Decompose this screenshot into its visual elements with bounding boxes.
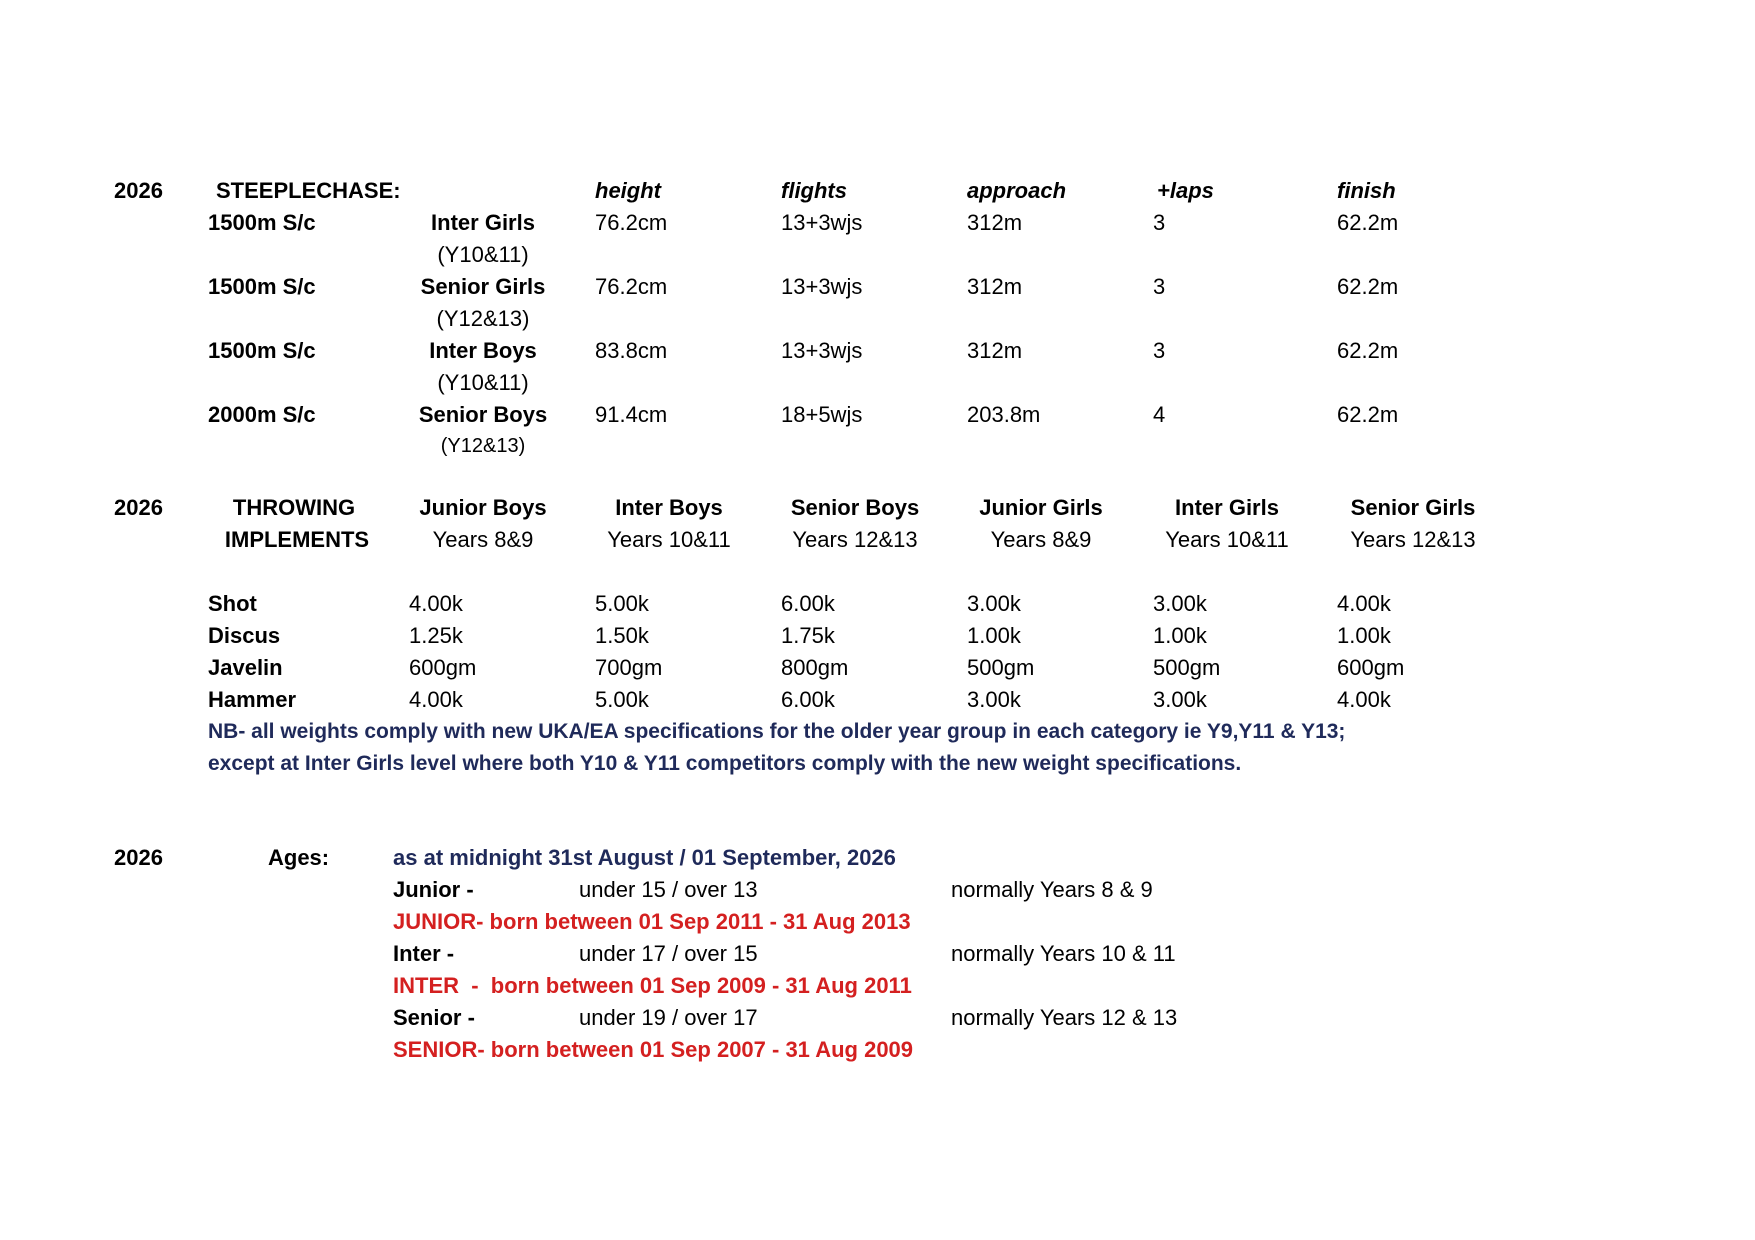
sc-height: 91.4cm [595,402,668,427]
sc-finish: 62.2m [1337,338,1399,363]
implement-value: 500gm [1153,655,1221,680]
sc-flights: 18+5wjs [781,402,863,427]
throwing-title: THROWING [232,495,356,520]
sc-laps: 3 [1153,274,1166,299]
group-name: Senior Girls [1350,495,1476,520]
group-name: Junior Girls [979,495,1103,520]
age-normally: normally Years 10 & 11 [951,941,1176,966]
implement-value: 1.75k [781,623,835,648]
implement-value: 3.00k [1153,687,1207,712]
group-name: Senior Boys [790,495,920,520]
group-years: Years 10&11 [1165,527,1289,552]
implement-value: 800gm [781,655,849,680]
ages-label: Ages: [268,845,330,870]
implement-value: 1.00k [1153,623,1207,648]
implement-name: Shot [208,591,257,616]
weights-note-line2: except at Inter Girls level where both Y10 & Y11 competitors comply with the new weight specifications. [208,752,1242,775]
implement-value: 600gm [1337,655,1405,680]
sc-laps: 3 [1153,338,1166,363]
group-years: Years 12&13 [1350,527,1476,552]
age-born: SENIOR- born between 01 Sep 2007 - 31 Aug 2009 [393,1037,914,1062]
implement-value: 1.25k [409,623,463,648]
group-years: Years 8&9 [990,527,1092,552]
sc-years: (Y10&11) [437,242,529,267]
sc-event: 1500m S/c [208,210,316,235]
implement-value: 4.00k [1337,591,1391,616]
age-range: under 19 / over 17 [579,1005,758,1030]
header-laps: +laps [1157,178,1214,203]
sc-finish: 62.2m [1337,274,1399,299]
age-normally: normally Years 8 & 9 [951,877,1153,902]
header-approach: approach [967,178,1067,203]
implement-value: 500gm [967,655,1035,680]
sc-event: 1500m S/c [208,274,316,299]
sc-approach: 312m [967,338,1023,363]
implement-value: 700gm [595,655,663,680]
age-born: INTER - born between 01 Sep 2009 - 31 Aug 2011 [393,973,912,998]
sc-finish: 62.2m [1337,210,1399,235]
implement-value: 4.00k [409,687,463,712]
implement-name: Javelin [208,655,283,680]
sc-approach: 203.8m [967,402,1041,427]
ages-as-at: as at midnight 31st August / 01 September, 2026 [393,845,896,870]
sc-years: (Y12&13) [436,306,530,331]
sc-category: Inter Girls [431,210,535,235]
sc-years: (Y12&13) [440,435,526,457]
age-group-name: Inter - [393,941,455,966]
age-normally: normally Years 12 & 13 [951,1005,1178,1030]
group-name: Junior Boys [419,495,547,520]
group-name: Inter Girls [1175,495,1279,520]
implement-value: 6.00k [781,591,835,616]
implement-name: Discus [208,623,281,648]
age-range: under 15 / over 13 [579,877,758,902]
steeplechase-year: 2026 [114,178,163,203]
age-group-name: Senior - [393,1005,475,1030]
header-finish: finish [1337,178,1396,203]
implement-value: 6.00k [781,687,835,712]
sc-flights: 13+3wjs [781,274,863,299]
group-name: Inter Boys [615,495,723,520]
sc-height: 76.2cm [595,274,668,299]
implement-value: 1.00k [967,623,1021,648]
group-years: Years 10&11 [607,527,731,552]
throwing-title-line2: IMPLEMENTS [224,527,370,552]
age-range: under 17 / over 15 [579,941,758,966]
sc-laps: 3 [1153,210,1166,235]
implement-value: 3.00k [967,687,1021,712]
implement-value: 1.50k [595,623,649,648]
group-years: Years 12&13 [792,527,918,552]
sc-event: 1500m S/c [208,338,316,363]
implement-value: 5.00k [595,591,649,616]
steeplechase-title: STEEPLECHASE: [216,178,401,203]
sc-flights: 13+3wjs [781,338,863,363]
group-years: Years 8&9 [432,527,534,552]
ages-year: 2026 [114,845,163,870]
sc-category: Inter Boys [429,338,537,363]
sc-years: (Y10&11) [437,370,529,395]
weights-note: NB- all weights comply with new UKA/EA specifications for the older year group in each category ie Y9,Y11 & Y13; [208,720,1346,743]
implement-value: 5.00k [595,687,649,712]
sc-category: Senior Boys [418,402,548,427]
implement-value: 1.00k [1337,623,1391,648]
implement-name: Hammer [208,687,297,712]
age-group-name: Junior - [393,877,474,902]
sc-flights: 13+3wjs [781,210,863,235]
implement-value: 600gm [409,655,477,680]
sc-laps: 4 [1153,402,1166,427]
implement-value: 4.00k [409,591,463,616]
implement-value: 3.00k [967,591,1021,616]
sc-event: 2000m S/c [208,402,316,427]
sc-height: 83.8cm [595,338,668,363]
header-height: height [595,178,661,203]
sc-approach: 312m [967,274,1023,299]
throwing-year: 2026 [114,495,163,520]
header-flights: flights [781,178,847,203]
sc-height: 76.2cm [595,210,668,235]
sc-approach: 312m [967,210,1023,235]
sc-category: Senior Girls [420,274,546,299]
age-born: JUNIOR- born between 01 Sep 2011 - 31 Aug 2013 [393,909,911,934]
implement-value: 4.00k [1337,687,1391,712]
implement-value: 3.00k [1153,591,1207,616]
sc-finish: 62.2m [1337,402,1399,427]
